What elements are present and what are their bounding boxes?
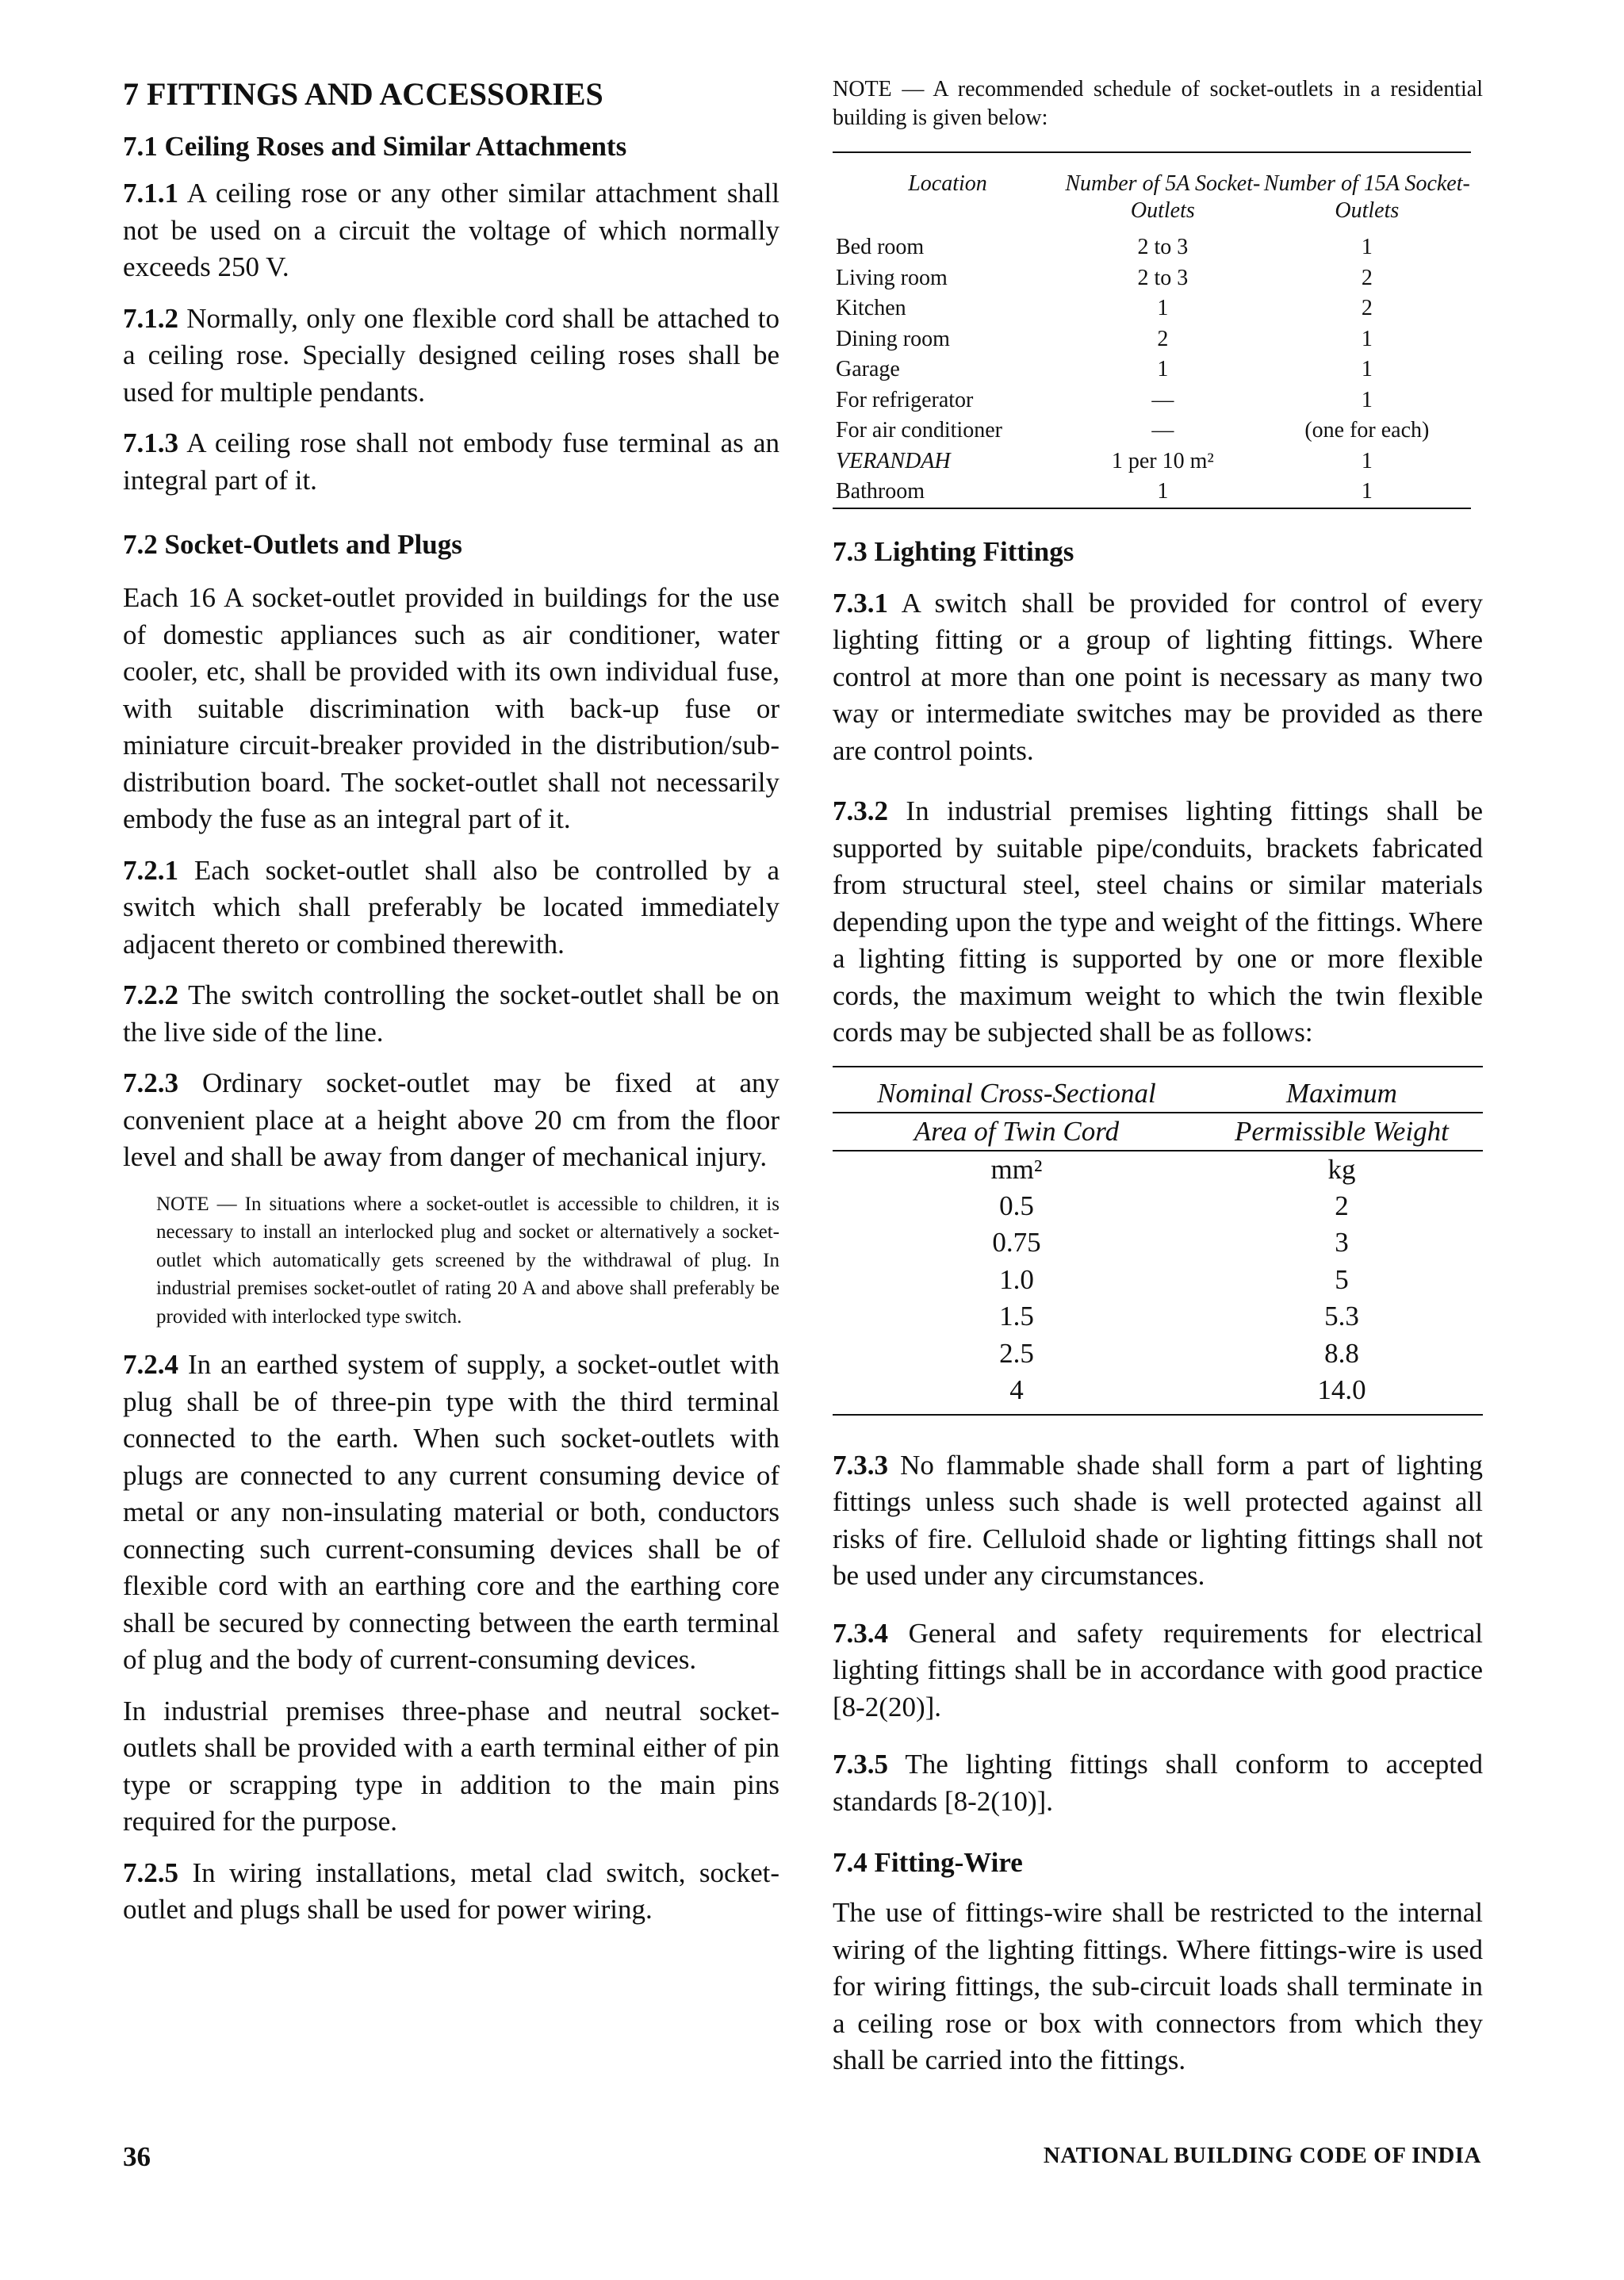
header-15a-sockets: Number of 15A Socket-Outlets <box>1263 171 1470 223</box>
clause-7-4-text: The use of fittings-wire shall be restricted to the internal wiring of the lighting fittings. Where fittings-wire is used for wiring fittings, the sub-circuit loads shall terminate in a ceiling rose or box with connectors from which they shall be carried into the fittings. <box>833 1897 1483 2075</box>
table-row <box>833 1262 1483 1299</box>
clause-number: 7.1.1 <box>123 178 178 209</box>
cell-location: VERANDAH <box>836 448 951 473</box>
clause-number: 7.3.2 <box>833 795 888 826</box>
table-row <box>833 1224 1483 1262</box>
clause-text: In an earthed system of supply, a socket-outlet with plug shall be of three-pin type with the third terminal connected to the earth. When such socket-outlets with plugs are connected to any current consuming device of metal or any non-insulating material or both, conductors connecting such current-consuming devices shall be of flexible cord with an earthing core and the earthing core shall be secured by connecting between the earth terminal of plug and the body of current-consuming devices. <box>123 1349 779 1675</box>
cell-5a-count: — <box>1151 418 1174 443</box>
header-max-weight-1: Maximum <box>1285 1077 1397 1109</box>
table-header-row <box>833 1067 1483 1113</box>
right-column <box>833 75 1483 2094</box>
cell-15a-count: 2 <box>1361 265 1373 290</box>
cell-5a-count: 2 <box>1157 326 1169 351</box>
clause-7-2-3 <box>123 1065 779 1176</box>
cell-5a-count: 1 per 10 m² <box>1111 448 1214 473</box>
table-row <box>833 416 1471 446</box>
clause-7-3-3 <box>833 1447 1483 1595</box>
clause-7-1-2 <box>123 301 779 412</box>
clause-text: Ordinary socket-outlet may be fixed at any convenient place at a height above 20 cm from the floor level and shall be away from danger of mechanical injury. <box>123 1067 779 1172</box>
header-location: Location <box>908 171 987 196</box>
publication-title: NATIONAL BUILDING CODE OF INDIA <box>1043 2143 1481 2168</box>
clause-7-3-5 <box>833 1746 1483 1820</box>
header-cross-section-2: Area of Twin Cord <box>914 1115 1120 1147</box>
cell-cross-section: 0.75 <box>992 1227 1041 1258</box>
clause-7-3-4 <box>833 1615 1483 1726</box>
header-max-weight-2: Permissible Weight <box>1234 1115 1449 1147</box>
cell-15a-count: 1 <box>1361 448 1373 473</box>
cell-15a-count: 1 <box>1361 235 1373 259</box>
cell-location: Living room <box>836 265 948 290</box>
cell-location: Dining room <box>836 326 950 351</box>
clause-number: 7.2.2 <box>123 979 178 1010</box>
table-header-row <box>833 152 1471 232</box>
clause-7-3-1 <box>833 585 1483 770</box>
section-7-3-heading: 7.3 Lighting Fittings <box>833 535 1074 567</box>
clause-7-1-1 <box>123 175 779 286</box>
cell-max-weight: 3 <box>1335 1227 1349 1258</box>
clause-number: 7.2.1 <box>123 854 178 886</box>
cell-max-weight: 14.0 <box>1317 1374 1366 1405</box>
clause-text: A ceiling rose shall not embody fuse terminal as an integral part of it. <box>123 427 779 496</box>
clause-7-3-2 <box>833 793 1483 1052</box>
cell-max-weight: 8.8 <box>1324 1337 1359 1369</box>
cell-5a-count: 1 <box>1157 296 1169 320</box>
cell-15a-count: 1 <box>1361 387 1373 412</box>
page-number: 36 <box>123 2141 151 2172</box>
clause-number: 7.2.5 <box>123 1857 178 1888</box>
table-row <box>833 1188 1483 1225</box>
section-7-1-heading: 7.1 Ceiling Roses and Similar Attachments <box>123 131 627 162</box>
cell-5a-count: — <box>1151 387 1174 412</box>
clause-number: 7.1.2 <box>123 302 178 334</box>
section-7-2-heading: 7.2 Socket-Outlets and Plugs <box>123 529 462 560</box>
table-row <box>833 1298 1483 1335</box>
clause-7-2-5 <box>123 1855 779 1929</box>
cell-location: For refrigerator <box>836 387 974 412</box>
clause-text: The switch controlling the socket-outlet shall be on the live side of the line. <box>123 979 779 1048</box>
clause-text: A switch shall be provided for control of every lighting fitting or a group of lighting fittings. Where control at more than one point is necessary as many two way or intermediate switches may be provided as there are control points. <box>833 587 1483 766</box>
table-row <box>833 354 1471 385</box>
clause-number: 7.3.4 <box>833 1617 888 1649</box>
weight-table-body <box>833 1188 1483 1415</box>
clause-number: 7.2.3 <box>123 1067 178 1098</box>
clause-7-2-4 <box>123 1347 779 1679</box>
clause-number: 7.1.3 <box>123 427 178 458</box>
table-row <box>833 446 1471 477</box>
table-row <box>833 263 1471 294</box>
clause-text: Normally, only one flexible cord shall be attached to a ceiling rose. Specially designed ceiling roses shall be used for multiple pendants. <box>123 302 779 408</box>
socket-table-body <box>833 232 1471 508</box>
clause-7-2-4-continued: In industrial premises three-phase and neutral socket-outlets shall be provided with a earth terminal either of pin type or scrapping type in addition to the main pins required for the purpose. <box>123 1695 779 1837</box>
table-row <box>833 385 1471 416</box>
cell-15a-count: 1 <box>1361 479 1373 504</box>
clause-7-2-1 <box>123 853 779 964</box>
clause-text: A ceiling rose or any other similar attachment shall not be used on a circuit the voltage of which normally exceeds 250 V. <box>123 178 779 282</box>
clause-7-2-2 <box>123 977 779 1051</box>
cell-cross-section: 4 <box>1009 1374 1024 1405</box>
clause-number: 7.3.1 <box>833 587 888 619</box>
cell-5a-count: 1 <box>1157 479 1169 504</box>
header-cross-section-1: Nominal Cross-Sectional <box>877 1077 1156 1109</box>
clause-text: No flammable shade shall form a part of lighting fittings unless such shade is well protected against all risks of fire. Celluloid shade or lighting fittings shall not be used under any circumstances. <box>833 1449 1483 1591</box>
clause-text: The lighting fittings shall conform to accepted standards [8-2(10)]. <box>833 1749 1483 1817</box>
clause-number: 7.3.3 <box>833 1449 888 1481</box>
table-header-row <box>833 1113 1483 1151</box>
note-socket-schedule: NOTE — A recommended schedule of socket-outlets in a residential building is given below: <box>833 77 1483 130</box>
cell-15a-count: 1 <box>1361 326 1373 351</box>
table-row <box>833 1372 1483 1415</box>
header-5a-sockets: Number of 5A Socket-Outlets <box>1065 171 1261 223</box>
clause-number: 7.2.4 <box>123 1349 178 1380</box>
cell-cross-section: 2.5 <box>999 1337 1034 1369</box>
section-7-heading: 7 FITTINGS AND ACCESSORIES <box>123 76 603 112</box>
cell-location: For air conditioner <box>836 418 1002 443</box>
cell-5a-count: 2 to 3 <box>1137 265 1189 290</box>
section-7-4-heading: 7.4 Fitting-Wire <box>833 1847 1023 1878</box>
cell-location: Garage <box>836 357 900 381</box>
cell-5a-count: 2 to 3 <box>1137 235 1189 259</box>
clause-number: 7.3.5 <box>833 1749 888 1780</box>
cell-cross-section: 1.5 <box>999 1301 1034 1332</box>
unit-mm2: mm² <box>990 1153 1043 1185</box>
cell-max-weight: 5.3 <box>1324 1301 1359 1332</box>
cell-max-weight: 2 <box>1335 1190 1349 1221</box>
cell-location: Kitchen <box>836 296 906 320</box>
cord-weight-table <box>833 1066 1483 1416</box>
cell-15a-count: (one for each) <box>1304 418 1430 443</box>
table-row <box>833 232 1471 263</box>
note-7-2-3: NOTE — In situations where a socket-outlet is accessible to children, it is necessary to install an interlocked plug and socket or alternatively a socket-outlet which automatically gets screened by the withdrawal of plug. In industrial premises socket-outlet of rating 20 A and above shall preferably be provided with interlocked type switch. <box>156 1193 779 1328</box>
cell-cross-section: 1.0 <box>999 1263 1034 1295</box>
table-row <box>833 1335 1483 1373</box>
unit-kg: kg <box>1327 1153 1356 1185</box>
cell-max-weight: 5 <box>1335 1263 1349 1295</box>
table-row <box>833 477 1471 508</box>
clause-7-1-3 <box>123 425 779 499</box>
clause-text: Each socket-outlet shall also be controlled by a switch which shall preferably be located immediately adjacent thereto or combined therewith. <box>123 854 779 960</box>
cell-location: Bed room <box>836 235 925 259</box>
cell-cross-section: 0.5 <box>999 1190 1034 1221</box>
clause-7-2-intro: Each 16 A socket-outlet provided in buildings for the use of domestic appliances such as air conditioner, water cooler, etc, shall be provided with its own individual fuse, with suitable discrimination with back-up fuse or miniature circuit-breaker provided in the distribution/sub-distribution board. The socket-outlet shall not necessarily embody the fuse as an integral part of it. <box>123 582 779 834</box>
table-row <box>833 293 1471 324</box>
table-unit-row <box>833 1151 1483 1188</box>
socket-outlet-schedule-table <box>833 151 1471 509</box>
cell-location: Bathroom <box>836 479 925 504</box>
clause-text: In wiring installations, metal clad switch, socket-outlet and plugs shall be used for power wiring. <box>123 1857 779 1925</box>
cell-5a-count: 1 <box>1157 357 1169 381</box>
cell-15a-count: 1 <box>1361 357 1373 381</box>
clause-text: General and safety requirements for electrical lighting fittings shall be in accordance with good practice [8-2(20)]. <box>833 1617 1483 1722</box>
clause-text: In industrial premises lighting fittings shall be supported by suitable pipe/conduits, brackets fabricated from structural steel, steel chains or similar materials depending upon the type and weight of the fittings. Where a lighting fitting is supported by one or more flexible cords, the maximum weight to which the twin flexible cords may be subjected shall be as follows: <box>833 795 1483 1048</box>
table-row <box>833 324 1471 355</box>
cell-15a-count: 2 <box>1361 296 1373 320</box>
left-column <box>123 75 779 1943</box>
